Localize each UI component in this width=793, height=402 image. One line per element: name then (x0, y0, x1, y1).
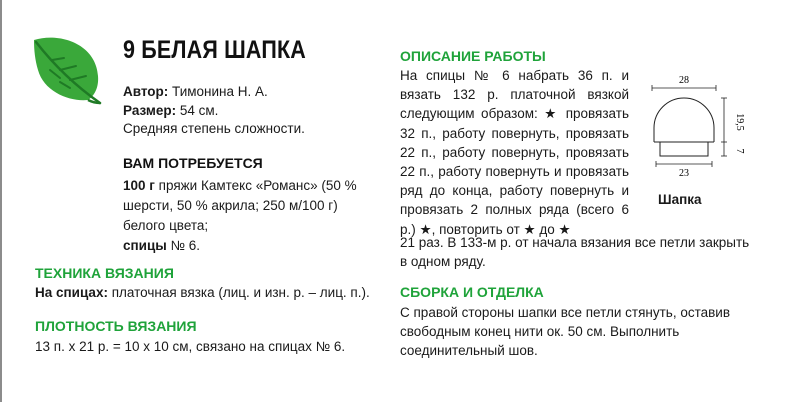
height-band-label: 7 (734, 148, 745, 154)
difficulty-text: Средняя степень сложности. (123, 121, 305, 136)
technique-value: платочная вязка (лиц. и изн. р. – лиц. п.). (107, 285, 370, 300)
height-main-label: 19,5 (734, 113, 745, 131)
density-heading: ПЛОТНОСТЬ ВЯЗАНИЯ (35, 318, 197, 334)
size-line (123, 102, 383, 121)
top-width-label: 28 (679, 75, 689, 86)
hat-band (660, 142, 708, 156)
page-title: 9 БЕЛАЯ ШАПКА (123, 36, 306, 64)
size-label: Размер: (123, 102, 177, 118)
page-edge-line (0, 0, 2, 402)
size-value: 54 см. (176, 102, 219, 118)
author-line (123, 83, 383, 102)
diagram-caption: Шапка (658, 192, 702, 207)
pattern-meta (123, 83, 383, 139)
materials-heading: ВАМ ПОТРЕБУЕТСЯ (123, 155, 263, 171)
description-tail: 21 раз. В 133-м р. от начала вязания все петли закрыть в одном ряду. (400, 235, 750, 270)
leaf-icon (30, 30, 105, 105)
assembly-heading: СБОРКА И ОТДЕЛКА (400, 284, 544, 300)
yarn-amount: 100 г (123, 178, 155, 193)
hat-outline (654, 98, 714, 142)
bottom-width-label: 23 (679, 168, 689, 179)
author-value: Тимонина Н. А. (168, 84, 268, 99)
technique-heading: ТЕХНИКА ВЯЗАНИЯ (35, 265, 174, 281)
description-heading: ОПИСАНИЕ РАБОТЫ (400, 48, 546, 64)
density-text: 13 п. х 21 р. = 10 х 10 см, связано на спицах № 6. (35, 339, 346, 354)
description-text: На спицы № 6 набрать 36 п. и вязать 132 р. платочной вязкой следующим образом: ★ провязать 32 п., работу повернуть, провязать 22 п., работу повернуть, провязать 22 п., работу повернуть и провязать ряд до конца, работу повернуть и провязать 2 полных ряда (всего 6 р.) ★, повторить от ★ до ★ (400, 68, 629, 237)
author-label: Автор: (123, 84, 169, 99)
technique-text (35, 285, 370, 300)
materials-text (123, 176, 379, 256)
needles-label: спицы (123, 238, 167, 253)
technique-label: На спицах: (35, 285, 108, 300)
needles-value: № 6. (166, 238, 201, 253)
assembly-text: С правой стороны шапки все петли стянуть, оставив свободным конец нити ок. 50 см. Выполнить соединительный шов. (400, 305, 731, 359)
hat-diagram (640, 70, 750, 180)
yarn-text: пряжи Камтекс «Романс» (50 % шерсти, 50 % акрила; 250 м/100 г) белого цвета; (123, 178, 357, 233)
